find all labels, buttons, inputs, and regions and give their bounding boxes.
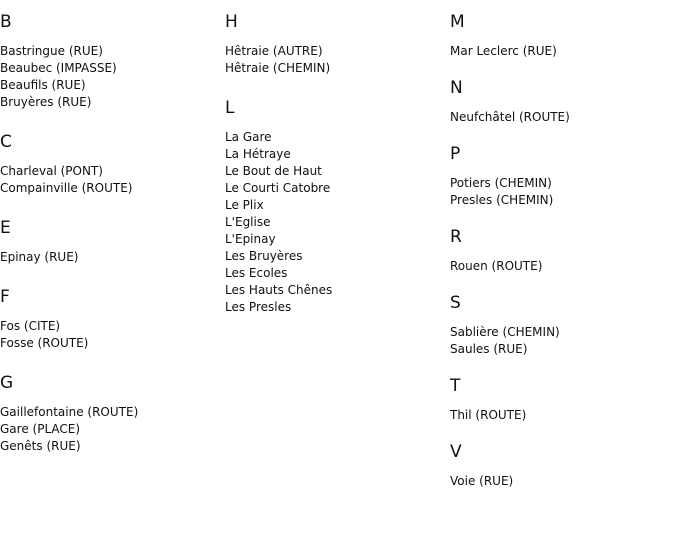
index-column-2 bbox=[225, 11, 440, 336]
letter-group-h bbox=[225, 11, 440, 77]
letter-group-f bbox=[0, 286, 215, 352]
letter-heading: F bbox=[0, 287, 10, 307]
letter-heading: L bbox=[225, 98, 235, 118]
street-item: L'Epinay bbox=[225, 232, 276, 246]
letter-heading: S bbox=[450, 293, 461, 313]
street-list bbox=[0, 249, 215, 266]
street-item: Beaufils (RUE) bbox=[0, 78, 86, 92]
street-item: Sablière (CHEMIN) bbox=[450, 325, 560, 339]
letter-group-n bbox=[450, 77, 665, 126]
letter-heading: R bbox=[450, 227, 462, 247]
letter-heading: B bbox=[0, 12, 12, 32]
street-item: Gaillefontaine (ROUTE) bbox=[0, 405, 139, 419]
street-item: Les Hauts Chênes bbox=[225, 283, 333, 297]
street-item: Le Plix bbox=[225, 198, 264, 212]
street-item: Les Presles bbox=[225, 300, 292, 314]
street-list bbox=[450, 175, 665, 209]
street-list bbox=[0, 404, 215, 455]
street-item: La Gare bbox=[225, 130, 272, 144]
street-item: Beaubec (IMPASSE) bbox=[0, 61, 117, 75]
letter-heading: C bbox=[0, 132, 12, 152]
street-item: Compainville (ROUTE) bbox=[0, 181, 133, 195]
street-item: Voie (RUE) bbox=[450, 474, 514, 488]
street-item: Rouen (ROUTE) bbox=[450, 259, 543, 273]
street-item: Mar Leclerc (RUE) bbox=[450, 44, 557, 58]
street-item: Thil (ROUTE) bbox=[450, 408, 527, 422]
street-list bbox=[225, 129, 440, 316]
street-item: Le Bout de Haut bbox=[225, 164, 322, 178]
letter-group-p bbox=[450, 143, 665, 209]
letter-group-l bbox=[225, 97, 440, 316]
street-item: Neufchâtel (ROUTE) bbox=[450, 110, 570, 124]
letter-group-r bbox=[450, 226, 665, 275]
letter-heading: P bbox=[450, 144, 461, 164]
street-item: Bruyères (RUE) bbox=[0, 95, 92, 109]
street-item: Saules (RUE) bbox=[450, 342, 528, 356]
street-item: La Hétraye bbox=[225, 147, 291, 161]
letter-group-e bbox=[0, 217, 215, 266]
letter-heading: T bbox=[450, 376, 461, 396]
street-item: Gare (PLACE) bbox=[0, 422, 81, 436]
street-item: Fosse (ROUTE) bbox=[0, 336, 89, 350]
letter-group-c bbox=[0, 131, 215, 197]
street-list bbox=[0, 163, 215, 197]
street-item: Le Courti Catobre bbox=[225, 181, 331, 195]
street-item: Hêtraie (CHEMIN) bbox=[225, 61, 331, 75]
letter-group-t bbox=[450, 375, 665, 424]
street-list bbox=[450, 324, 665, 358]
letter-group-m bbox=[450, 11, 665, 60]
letter-heading: E bbox=[0, 218, 11, 238]
index-column-3 bbox=[450, 11, 665, 507]
letter-group-v bbox=[450, 441, 665, 490]
street-item: Presles (CHEMIN) bbox=[450, 193, 554, 207]
street-list bbox=[450, 473, 665, 490]
street-list bbox=[450, 258, 665, 275]
street-item: Les Bruyères bbox=[225, 249, 303, 263]
street-item: Hêtraie (AUTRE) bbox=[225, 44, 323, 58]
index-column-1 bbox=[0, 11, 215, 475]
street-list bbox=[0, 43, 215, 111]
street-list bbox=[0, 318, 215, 352]
street-item: Fos (CITE) bbox=[0, 319, 61, 333]
street-item: Epinay (RUE) bbox=[0, 250, 79, 264]
letter-heading: G bbox=[0, 373, 14, 393]
letter-heading: M bbox=[450, 12, 465, 32]
street-list bbox=[450, 407, 665, 424]
letter-group-b bbox=[0, 11, 215, 111]
street-item: Charleval (PONT) bbox=[0, 164, 103, 178]
letter-group-s bbox=[450, 292, 665, 358]
street-list bbox=[225, 43, 440, 77]
street-item: Bastringue (RUE) bbox=[0, 44, 103, 58]
street-list bbox=[450, 43, 665, 60]
letter-heading: H bbox=[225, 12, 238, 32]
street-item: Les Ecoles bbox=[225, 266, 288, 280]
letter-group-g bbox=[0, 372, 215, 455]
letter-heading: V bbox=[450, 442, 462, 462]
letter-heading: N bbox=[450, 78, 463, 98]
street-item: Potiers (CHEMIN) bbox=[450, 176, 552, 190]
street-item: L'Eglise bbox=[225, 215, 271, 229]
street-item: Genêts (RUE) bbox=[0, 439, 81, 453]
street-list bbox=[450, 109, 665, 126]
